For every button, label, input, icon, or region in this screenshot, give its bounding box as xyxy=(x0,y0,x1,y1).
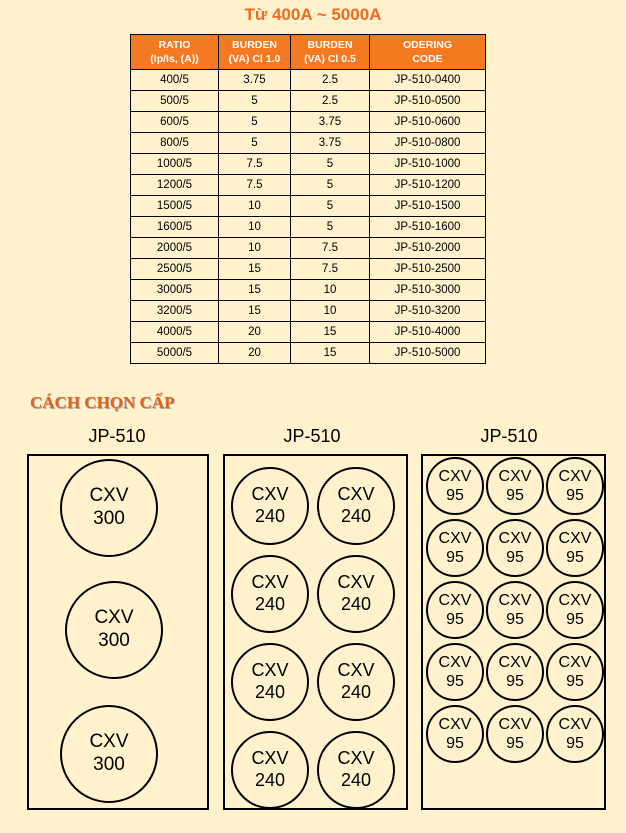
cell-burden-cl05: 3.75 xyxy=(291,133,370,154)
cable-size-label: 95 xyxy=(446,487,464,504)
cell-burden-cl1: 3.75 xyxy=(219,70,291,91)
cell-ratio: 5000/5 xyxy=(131,343,219,364)
cell-ratio: 1500/5 xyxy=(131,196,219,217)
table-row xyxy=(131,343,486,364)
cable-circle xyxy=(65,581,163,679)
cable-size-label: 95 xyxy=(446,611,464,628)
cable-size-label: 95 xyxy=(506,487,524,504)
cable-size-label: 240 xyxy=(340,682,372,702)
cable-type-label: CXV xyxy=(251,660,289,681)
panel-label-3: JP-510 xyxy=(480,426,538,446)
cable-type-label: CXV xyxy=(498,653,532,671)
panel-cxv-240 xyxy=(223,454,408,810)
header-burden-cl05: BURDEN (VA) Cl 0.5 xyxy=(291,35,370,70)
table-row xyxy=(131,91,486,112)
cell-ordering-code: JP-510-1000 xyxy=(370,154,486,175)
cell-burden-cl1: 7.5 xyxy=(219,154,291,175)
table-body xyxy=(131,70,486,364)
cable-size-label: 95 xyxy=(446,735,464,752)
cable-type-label: CXV xyxy=(558,653,592,671)
cell-burden-cl05: 5 xyxy=(291,196,370,217)
cell-ordering-code: JP-510-4000 xyxy=(370,322,486,343)
cable-circle xyxy=(546,457,604,515)
table-row xyxy=(131,280,486,301)
panel-label-2: JP-510 xyxy=(283,426,341,446)
cable-size-label: 240 xyxy=(254,594,286,614)
table-row xyxy=(131,217,486,238)
table-row xyxy=(131,175,486,196)
cable-size-label: 95 xyxy=(506,673,524,690)
cable-size-label: 95 xyxy=(566,487,584,504)
panel-cxv-300 xyxy=(27,454,209,810)
table-row xyxy=(131,112,486,133)
cable-type-label: CXV xyxy=(337,484,375,505)
cable-circle xyxy=(546,643,604,701)
cell-burden-cl05: 7.5 xyxy=(291,259,370,280)
cable-circle xyxy=(486,457,544,515)
cable-type-label: CXV xyxy=(438,529,472,547)
cable-type-label: CXV xyxy=(337,572,375,593)
cable-type-label: CXV xyxy=(558,529,592,547)
cable-circle xyxy=(426,519,484,577)
cell-burden-cl05: 15 xyxy=(291,343,370,364)
cell-burden-cl05: 2.5 xyxy=(291,91,370,112)
table-row xyxy=(131,70,486,91)
cable-type-label: CXV xyxy=(438,467,472,485)
cell-burden-cl1: 15 xyxy=(219,280,291,301)
cable-type-label: CXV xyxy=(251,748,289,769)
cell-ordering-code: JP-510-0800 xyxy=(370,133,486,154)
cable-type-label: CXV xyxy=(89,485,129,507)
cable-circle xyxy=(317,467,395,545)
table-row xyxy=(131,133,486,154)
cable-size-label: 240 xyxy=(340,770,372,790)
cell-ratio: 500/5 xyxy=(131,91,219,112)
cell-burden-cl1: 20 xyxy=(219,322,291,343)
cell-burden-cl1: 7.5 xyxy=(219,175,291,196)
cell-ratio: 1600/5 xyxy=(131,217,219,238)
cable-circle xyxy=(231,467,309,545)
table-header-row xyxy=(131,35,486,70)
cable-type-label: CXV xyxy=(558,715,592,733)
cable-size-label: 95 xyxy=(566,673,584,690)
page-title: Từ 400A ~ 5000A xyxy=(244,5,382,24)
table-row xyxy=(131,322,486,343)
cable-size-label: 95 xyxy=(506,549,524,566)
cable-circle xyxy=(317,731,395,809)
cell-burden-cl05: 2.5 xyxy=(291,70,370,91)
cable-circle xyxy=(426,457,484,515)
cable-size-label: 240 xyxy=(340,594,372,614)
cable-circle xyxy=(231,643,309,721)
cable-circle xyxy=(317,643,395,721)
cable-size-label: 95 xyxy=(446,673,464,690)
cell-burden-cl1: 15 xyxy=(219,301,291,322)
cell-burden-cl1: 5 xyxy=(219,112,291,133)
cable-circle xyxy=(231,555,309,633)
cell-ratio: 600/5 xyxy=(131,112,219,133)
cell-burden-cl05: 3.75 xyxy=(291,112,370,133)
cell-ratio: 4000/5 xyxy=(131,322,219,343)
cable-size-label: 95 xyxy=(566,735,584,752)
cable-type-label: CXV xyxy=(438,715,472,733)
header-burden-cl1: BURDEN (VA) Cl 1.0 xyxy=(219,35,291,70)
cable-circle xyxy=(426,643,484,701)
cell-burden-cl05: 5 xyxy=(291,175,370,196)
cell-burden-cl1: 10 xyxy=(219,196,291,217)
cable-size-label: 240 xyxy=(254,506,286,526)
cable-size-label: 95 xyxy=(566,549,584,566)
table-row xyxy=(131,154,486,175)
cable-circle xyxy=(231,731,309,809)
cable-type-label: CXV xyxy=(558,467,592,485)
cable-circle xyxy=(426,581,484,639)
cable-type-label: CXV xyxy=(251,484,289,505)
panel-label-1: JP-510 xyxy=(88,426,146,446)
cable-circle xyxy=(426,705,484,763)
table-row xyxy=(131,196,486,217)
cable-circle xyxy=(486,643,544,701)
cable-type-label: CXV xyxy=(438,653,472,671)
cable-size-label: 300 xyxy=(98,630,130,651)
cable-circle xyxy=(317,555,395,633)
cell-ordering-code: JP-510-3200 xyxy=(370,301,486,322)
cell-ordering-code: JP-510-5000 xyxy=(370,343,486,364)
cable-size-label: 95 xyxy=(566,611,584,628)
ratio-table xyxy=(130,34,486,364)
cable-size-label: 300 xyxy=(93,754,125,775)
cable-type-label: CXV xyxy=(94,607,134,629)
cable-type-label: CXV xyxy=(438,591,472,609)
cell-burden-cl05: 15 xyxy=(291,322,370,343)
cable-circle xyxy=(546,581,604,639)
cable-type-label: CXV xyxy=(498,467,532,485)
cable-type-label: CXV xyxy=(337,660,375,681)
cell-ratio: 800/5 xyxy=(131,133,219,154)
section-title: CÁCH CHỌN CẤP xyxy=(30,393,175,412)
cable-circle xyxy=(546,705,604,763)
cell-burden-cl1: 5 xyxy=(219,91,291,112)
cable-type-label: CXV xyxy=(498,529,532,547)
cell-burden-cl1: 5 xyxy=(219,133,291,154)
cable-type-label: CXV xyxy=(498,715,532,733)
cell-ordering-code: JP-510-3000 xyxy=(370,280,486,301)
cell-ordering-code: JP-510-2000 xyxy=(370,238,486,259)
cell-burden-cl05: 5 xyxy=(291,154,370,175)
cell-ratio: 1000/5 xyxy=(131,154,219,175)
cable-type-label: CXV xyxy=(558,591,592,609)
cell-burden-cl1: 10 xyxy=(219,238,291,259)
cell-ordering-code: JP-510-0400 xyxy=(370,70,486,91)
cable-size-label: 240 xyxy=(340,506,372,526)
cable-size-label: 240 xyxy=(254,770,286,790)
cable-type-label: CXV xyxy=(337,748,375,769)
cell-ordering-code: JP-510-1600 xyxy=(370,217,486,238)
cable-size-label: 240 xyxy=(254,682,286,702)
cable-size-label: 95 xyxy=(506,611,524,628)
cable-type-label: CXV xyxy=(89,731,129,753)
cable-circle xyxy=(486,705,544,763)
cell-ordering-code: JP-510-2500 xyxy=(370,259,486,280)
cell-ordering-code: JP-510-0500 xyxy=(370,91,486,112)
cell-ratio: 3200/5 xyxy=(131,301,219,322)
cable-size-label: 300 xyxy=(93,508,125,529)
cable-size-label: 95 xyxy=(446,549,464,566)
cable-size-label: 95 xyxy=(506,735,524,752)
cell-burden-cl05: 5 xyxy=(291,217,370,238)
cable-circle xyxy=(546,519,604,577)
table-row xyxy=(131,259,486,280)
cell-ordering-code: JP-510-1200 xyxy=(370,175,486,196)
cell-ratio: 400/5 xyxy=(131,70,219,91)
cell-ordering-code: JP-510-1500 xyxy=(370,196,486,217)
cable-circle xyxy=(60,705,158,803)
cell-burden-cl05: 10 xyxy=(291,301,370,322)
cable-circle xyxy=(60,459,158,557)
cell-burden-cl05: 7.5 xyxy=(291,238,370,259)
cell-burden-cl05: 10 xyxy=(291,280,370,301)
table-row xyxy=(131,301,486,322)
cell-ratio: 1200/5 xyxy=(131,175,219,196)
cell-ratio: 2000/5 xyxy=(131,238,219,259)
cell-ratio: 3000/5 xyxy=(131,280,219,301)
cable-circle xyxy=(486,519,544,577)
cell-ordering-code: JP-510-0600 xyxy=(370,112,486,133)
cable-type-label: CXV xyxy=(251,572,289,593)
cable-circle xyxy=(486,581,544,639)
table-row xyxy=(131,238,486,259)
panel-cxv-95 xyxy=(421,454,606,810)
cell-burden-cl1: 20 xyxy=(219,343,291,364)
cell-burden-cl1: 15 xyxy=(219,259,291,280)
cell-burden-cl1: 10 xyxy=(219,217,291,238)
cell-ratio: 2500/5 xyxy=(131,259,219,280)
cable-type-label: CXV xyxy=(498,591,532,609)
header-ordering-code: ODERING CODE xyxy=(370,35,486,70)
header-ratio: RATIO (Ip/Is, (A)) xyxy=(131,35,219,70)
